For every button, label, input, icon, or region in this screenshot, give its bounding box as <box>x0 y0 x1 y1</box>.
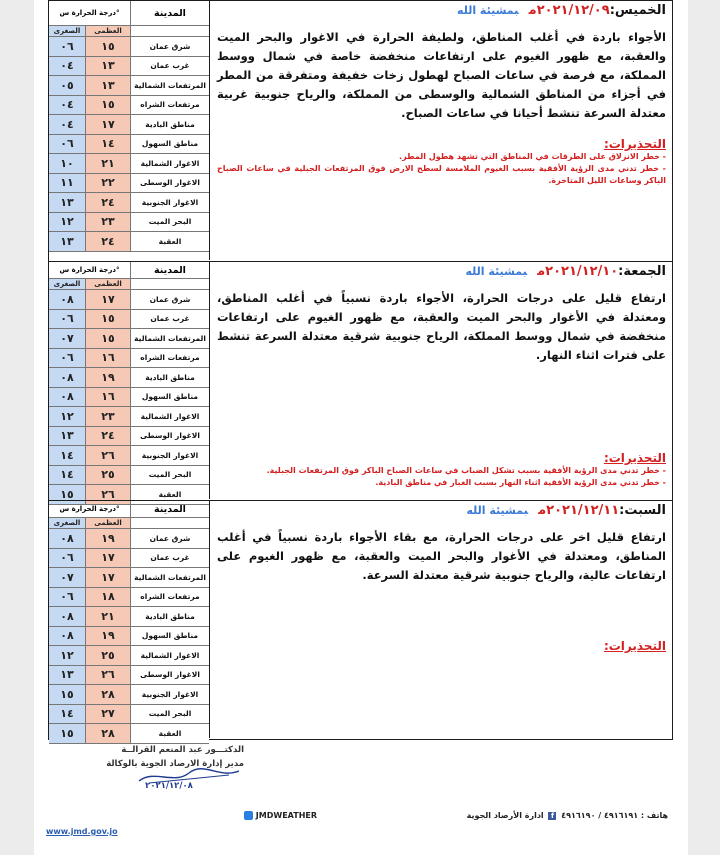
city-name: مناطق البادية <box>131 115 209 134</box>
low-temp: ١٣ <box>49 427 86 446</box>
low-temp: ٠٦ <box>49 37 86 56</box>
city-name: المرتفعات الشمالية <box>131 76 209 95</box>
city-name: غرب عمان <box>131 57 209 76</box>
city-name: الاغوار الجنوبية <box>131 193 209 212</box>
city-name: مناطق السهول <box>131 388 209 407</box>
low-temp: ٠٨ <box>49 388 86 407</box>
city-name: مرتفعات الشراه <box>131 349 209 368</box>
high-temp: ١٥ <box>86 310 131 329</box>
day-label: الخميس: <box>609 3 666 18</box>
city-name: العقبة <box>131 232 209 251</box>
low-temp: ١٤ <box>49 466 86 485</box>
high-temp: ١٥ <box>86 37 131 56</box>
warning-item: - خطر الانزلاق على الطرقات في المناطق التي تشهد هطول المطر. <box>399 152 666 161</box>
high-temp: ١٧ <box>86 549 131 568</box>
table-row <box>49 213 209 233</box>
table-row <box>49 724 209 744</box>
city-name: الاغوار الوسطى <box>131 666 209 685</box>
high-temp: ١٧ <box>86 568 131 587</box>
temp-header: درجة الحرارة س° <box>49 262 131 278</box>
city-name: مرتفعات الشراه <box>131 96 209 115</box>
high-temp: ٢٣ <box>86 213 131 232</box>
forecast-text: ارتفاع قليل على درجات الحرارة، الأجواء باردة نسبياً في أغلب المناطق، ومعتدلة في الأغوار والبحر الميت والعقبة، مع ظهور الغيوم على ارتفاعات منخفضة في شمال ووسط المملكة، الرياح جنوبية شرقية معتدلة السرعة تنشط على فترات اثناء النهار. <box>217 291 666 362</box>
table-row <box>49 76 209 96</box>
low-temp: ١٤ <box>49 446 86 465</box>
low-temp: ٠٤ <box>49 96 86 115</box>
low-temp: ٠٦ <box>49 349 86 368</box>
low-temp: ٠٧ <box>49 329 86 348</box>
low-temp: ٠٦ <box>49 135 86 154</box>
table-row <box>49 607 209 627</box>
temperature-table <box>49 262 210 499</box>
table-row <box>49 666 209 686</box>
city-name: الاغوار الوسطى <box>131 174 209 193</box>
high-temp: ٢٤ <box>86 232 131 251</box>
day-title <box>217 501 666 518</box>
city-header: المدينة <box>154 503 186 515</box>
table-row <box>49 407 209 427</box>
table-row <box>49 368 209 388</box>
forecast-text: الأجواء باردة في أغلب المناطق، ولطيفة الحرارة في الاغوار والبحر الميت والعقبة، مع ظهور الغيوم على ارتفاعات منخفضة خاصة في شمال ووسط المملكة، مع فرصة في ساعات الصباح لهطول زخات خفيفة ومتفرقة من المطر في أجزاء من المناطق الشمالية والوسطى من المملكة، والرياح جنوبية غربية معتدلة السرعة تنشط أحيانا في ساعات الصباح. <box>217 30 666 120</box>
table-row <box>49 388 209 408</box>
table-row <box>49 466 209 486</box>
city-name: المرتفعات الشمالية <box>131 568 209 587</box>
high-temp: ١٦ <box>86 349 131 368</box>
footer-phone <box>467 811 668 820</box>
inshallah-text: بمشيئة الله <box>457 4 519 17</box>
high-temp: ١٨ <box>86 588 131 607</box>
footer-social <box>244 811 317 820</box>
city-name: غرب عمان <box>131 549 209 568</box>
high-temp: ٢٦ <box>86 446 131 465</box>
low-temp: ٠٤ <box>49 115 86 134</box>
low-header: الصغرى <box>49 26 86 36</box>
table-row <box>49 115 209 135</box>
city-header: المدينة <box>154 264 186 276</box>
signature-date: ٢٠٢١/١٢/٠٨ <box>145 781 193 791</box>
table-row <box>49 529 209 549</box>
high-temp: ٢٧ <box>86 705 131 724</box>
high-temp: ٢٦ <box>86 666 131 685</box>
warnings-title: التحذيرات: <box>603 451 666 465</box>
signatory-title: مدير إدارة الارصاد الجوية بالوكالة <box>106 759 244 769</box>
low-temp: ١١ <box>49 174 86 193</box>
low-temp: ١٢ <box>49 213 86 232</box>
city-name: العقبة <box>131 724 209 743</box>
high-temp: ١٥ <box>86 96 131 115</box>
table-row <box>49 646 209 666</box>
warning-item: - خطر تدني مدى الرؤية الأفقية اثناء النهار بسبب الغبار في مناطق البادية. <box>375 478 666 487</box>
low-temp: ١٣ <box>49 193 86 212</box>
high-temp: ٢٤ <box>86 193 131 212</box>
high-temp: ٢٨ <box>86 724 131 743</box>
high-temp: ٢١ <box>86 154 131 173</box>
table-row <box>49 685 209 705</box>
bulletin-page <box>34 0 688 855</box>
city-name: شرق عمان <box>131 37 209 56</box>
table-row <box>49 427 209 447</box>
high-temp: ١٦ <box>86 388 131 407</box>
city-name: الاغوار الوسطى <box>131 427 209 446</box>
department-text: ادارة الأرصاد الجوية <box>466 811 544 820</box>
website-link[interactable]: www.jmd.gov.jo <box>46 827 118 836</box>
table-row <box>49 310 209 330</box>
low-temp: ١٢ <box>49 407 86 426</box>
city-name: شرق عمان <box>131 529 209 548</box>
warning-item: - خطر تدني مدى الرؤية الأفقية بسبب الغيوم الملامسة لسطح الارض فوق المرتفعات الجبلية في ساعات الصباح الباكر وساعات الليل المتاخرة. <box>217 164 666 185</box>
low-temp: ١٣ <box>49 232 86 251</box>
table-row <box>49 329 209 349</box>
city-name: مرتفعات الشراه <box>131 588 209 607</box>
city-name: مناطق البادية <box>131 607 209 626</box>
signature-block <box>94 745 244 791</box>
temperature-table <box>49 501 210 738</box>
high-temp: ٢٥ <box>86 466 131 485</box>
low-temp: ٠٨ <box>49 529 86 548</box>
day-title <box>217 262 666 279</box>
table-row <box>49 549 209 569</box>
city-name: الاغوار الجنوبية <box>131 446 209 465</box>
city-name: شرق عمان <box>131 290 209 309</box>
table-row <box>49 57 209 77</box>
temp-header: درجة الحرارة س° <box>49 1 131 25</box>
low-temp: ٠٨ <box>49 290 86 309</box>
day-title <box>217 1 666 18</box>
low-temp: ٠٨ <box>49 368 86 387</box>
high-temp: ١٥ <box>86 329 131 348</box>
inshallah-text: بمشيئة الله <box>465 265 528 278</box>
high-temp: ١٩ <box>86 627 131 646</box>
city-name: البحر الميت <box>131 213 209 232</box>
warning-item: - خطر تدني مدى الرؤية الأفقية بسبب تشكل الضباب في ساعات الصباح الباكر فوق المرتفعات الجبلية. <box>266 466 666 475</box>
city-name: غرب عمان <box>131 310 209 329</box>
high-temp: ٢٢ <box>86 174 131 193</box>
low-temp: ٠٤ <box>49 57 86 76</box>
low-header: الصغرى <box>49 518 86 528</box>
high-temp: ٢٨ <box>86 685 131 704</box>
city-name: البحر الميت <box>131 466 209 485</box>
high-temp: ١٩ <box>86 529 131 548</box>
high-header: العظمى <box>86 279 131 289</box>
day-block-friday <box>48 261 673 501</box>
table-row <box>49 290 209 310</box>
social-handle: JMDWEATHER <box>255 811 318 820</box>
high-header: العظمى <box>86 26 131 36</box>
low-temp: ١٥ <box>49 724 86 743</box>
day-date: ٢٠٢١/١٢/١٠م <box>537 264 619 279</box>
low-temp: ١٠ <box>49 154 86 173</box>
city-name: المرتفعات الشمالية <box>131 329 209 348</box>
high-temp: ٢٥ <box>86 646 131 665</box>
high-temp: ١٩ <box>86 368 131 387</box>
low-temp: ١٢ <box>49 646 86 665</box>
low-temp: ٠٥ <box>49 76 86 95</box>
city-header: المدينة <box>154 7 186 19</box>
table-row <box>49 568 209 588</box>
day-date: ٢٠٢١/١٢/٠٩م <box>528 3 610 18</box>
low-temp: ١٥ <box>49 685 86 704</box>
high-temp: ١٣ <box>86 76 131 95</box>
high-temp: ١٧ <box>86 290 131 309</box>
phone-text: هاتف : ٤٩١٦١٩١ / ٤٩١٦١٩٠ <box>561 811 668 820</box>
high-temp: ٢٦ <box>86 485 131 504</box>
high-temp: ٢١ <box>86 607 131 626</box>
inshallah-text: بمشيئة الله <box>466 504 529 517</box>
high-temp: ١٧ <box>86 115 131 134</box>
temperature-table <box>49 1 210 260</box>
city-name: مناطق السهول <box>131 135 209 154</box>
high-temp: ١٣ <box>86 57 131 76</box>
table-row <box>49 135 209 155</box>
table-row <box>49 446 209 466</box>
city-name: الاغوار الشمالية <box>131 646 209 665</box>
city-name: الاغوار الشمالية <box>131 154 209 173</box>
low-header: الصغرى <box>49 279 86 289</box>
table-row <box>49 349 209 369</box>
city-name: مناطق السهول <box>131 627 209 646</box>
warnings-title: التحذيرات: <box>603 639 666 653</box>
temp-header: درجة الحرارة س° <box>49 501 131 517</box>
forecast-text: ارتفاع قليل اخر على درجات الحرارة، مع بقاء الأجواء باردة نسبياً في أغلب المناطق، ومعتدلة في الأغوار والبحر الميت والعقبة، مع ظهور الغيوم على ارتفاعات عالية، والرياح جنوبية شرقية معتدلة السرعة. <box>217 530 666 582</box>
low-temp: ١٣ <box>49 666 86 685</box>
low-temp: ٠٨ <box>49 607 86 626</box>
facebook-icon: f <box>548 812 556 820</box>
day-block-thursday <box>48 0 673 262</box>
high-temp: ٢٤ <box>86 427 131 446</box>
day-label: الجمعة: <box>618 264 666 279</box>
signatory-name: الدكتـــور عبد المنعم القرالــة <box>121 745 244 755</box>
low-temp: ٠٦ <box>49 588 86 607</box>
table-row <box>49 154 209 174</box>
low-temp: ٠٦ <box>49 310 86 329</box>
table-row <box>49 588 209 608</box>
day-date: ٢٠٢١/١٢/١١م <box>538 503 620 518</box>
high-header: العظمى <box>86 518 131 528</box>
low-temp: ١٥ <box>49 485 86 504</box>
low-temp: ١٤ <box>49 705 86 724</box>
city-name: البحر الميت <box>131 705 209 724</box>
low-temp: ٠٦ <box>49 549 86 568</box>
warnings-title: التحذيرات: <box>603 137 666 151</box>
table-row <box>49 232 209 252</box>
day-block-saturday <box>48 500 673 740</box>
table-row <box>49 705 209 725</box>
weather-app-icon <box>244 811 253 820</box>
high-temp: ١٤ <box>86 135 131 154</box>
high-temp: ٢٣ <box>86 407 131 426</box>
low-temp: ٠٨ <box>49 627 86 646</box>
table-row <box>49 627 209 647</box>
table-row <box>49 193 209 213</box>
day-label: السبت: <box>619 503 666 518</box>
city-name: الاغوار الجنوبية <box>131 685 209 704</box>
city-name: مناطق البادية <box>131 368 209 387</box>
city-name: الاغوار الشمالية <box>131 407 209 426</box>
table-row <box>49 96 209 116</box>
city-name: العقبة <box>131 485 209 504</box>
table-row <box>49 174 209 194</box>
table-row <box>49 37 209 57</box>
low-temp: ٠٧ <box>49 568 86 587</box>
